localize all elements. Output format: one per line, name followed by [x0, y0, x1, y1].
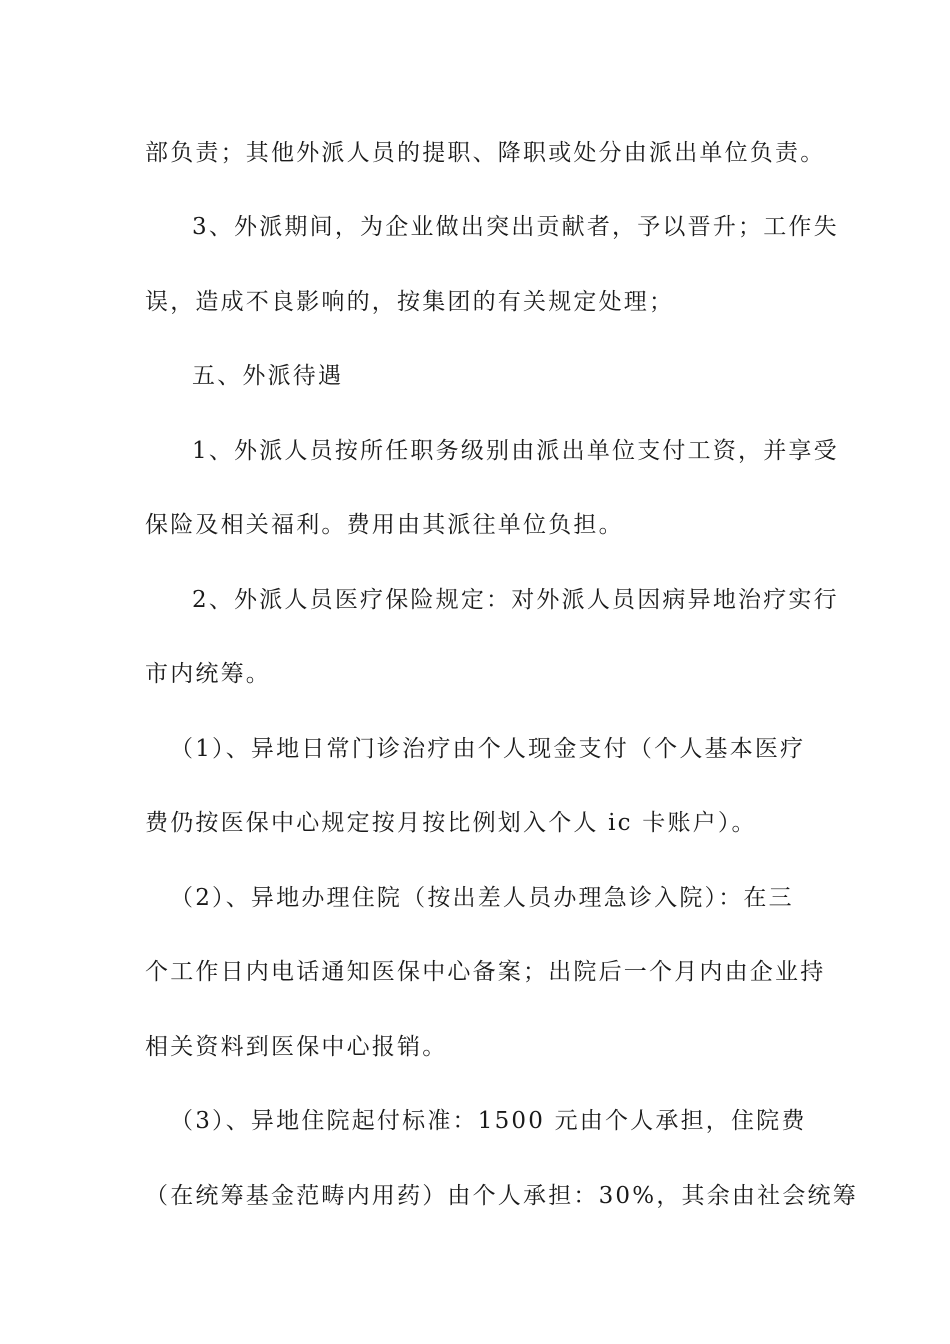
text-line: （1）、异地日常门诊治疗由个人现金支付（个人基本医疗: [170, 736, 806, 762]
text-line: 2、外派人员医疗保险规定：对外派人员因病异地治疗实行: [192, 587, 839, 613]
text-line: 个工作日内电话通知医保中心备案；出院后一个月内由企业持: [145, 959, 826, 985]
text-line: 保险及相关福利。费用由其派往单位负担。: [145, 512, 624, 538]
text-line: 相关资料到医保中心报销。: [145, 1034, 448, 1060]
text-line: 费仍按医保中心规定按月按比例划入个人 ic 卡账户）。: [145, 810, 757, 836]
text-line: 市内统筹。: [145, 661, 271, 687]
text-line: （2）、异地办理住院（按出差人员办理急诊入院）：在三: [170, 885, 794, 911]
text-line: （在统筹基金范畴内用药）由个人承担：30%，其余由社会统筹: [145, 1183, 858, 1209]
text-line: 1、外派人员按所任职务级别由派出单位支付工资，并享受: [192, 438, 839, 464]
text-line: 误，造成不良影响的，按集团的有关规定处理；: [145, 289, 675, 315]
text-line: 部负责；其他外派人员的提职、降职或处分由派出单位负责。: [145, 140, 826, 166]
text-line: 3、外派期间，为企业做出突出贡献者，予以晋升；工作失: [192, 214, 839, 240]
text-line: （3）、异地住院起付标准：1500 元由个人承担，住院费: [170, 1108, 807, 1134]
section-heading: 五、外派待遇: [192, 363, 344, 389]
